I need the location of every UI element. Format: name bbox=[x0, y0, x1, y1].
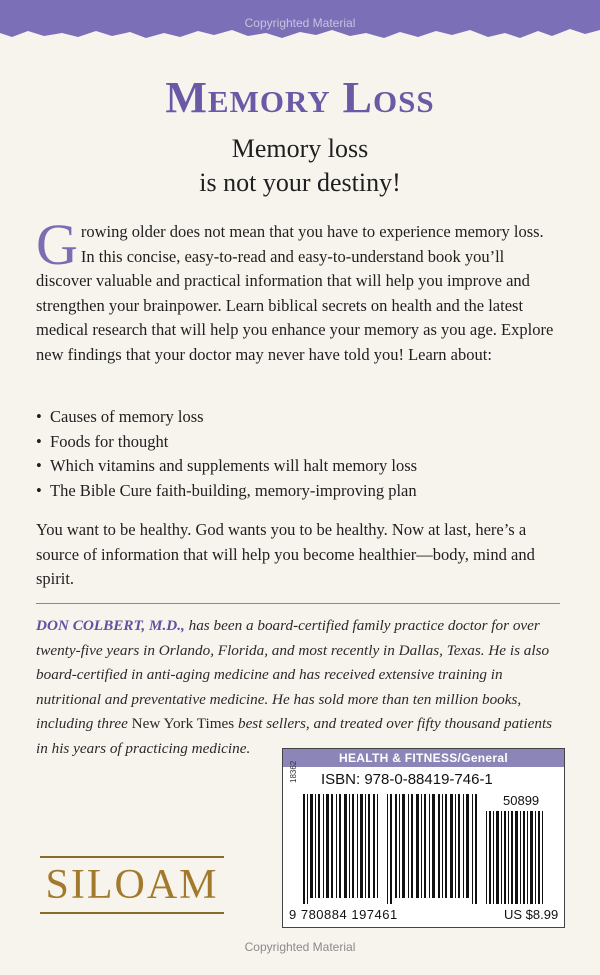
intro-paragraph bbox=[36, 212, 560, 367]
closing-paragraph: You want to be healthy. God wants you to be healthy. Now at last, here’s a source of information that will help you become healthier—body, mind and spirit. bbox=[36, 520, 535, 588]
publisher-logo bbox=[40, 856, 224, 914]
tagline bbox=[0, 132, 600, 200]
isbn-number: ISBN: 978-0-88419-746-1 bbox=[321, 771, 493, 788]
price-label: US $8.99 bbox=[504, 907, 559, 922]
list-item: • Which vitamins and supplements will halt memory loss bbox=[36, 454, 560, 479]
book-title: Memory Loss bbox=[165, 73, 435, 122]
publication-name: New York Times bbox=[131, 715, 235, 732]
tagline-line-1: Memory loss bbox=[231, 134, 369, 163]
publisher-logo-text: SILOAM bbox=[45, 862, 219, 908]
author-name: DON COLBERT, M.D., bbox=[36, 617, 185, 634]
bio-text-part-1: has been a board-certified family practice doctor for over twenty-five years in Orlando, Florida, and most recently in Dallas, Texas. He is also board-certified in anti-aging medicine and has received extensive training in nutritional and preventative medicine. He has sold more than ten million books, including three bbox=[36, 617, 550, 732]
logo-rule-bottom bbox=[40, 912, 224, 914]
isbn-barcode-panel bbox=[282, 748, 565, 928]
list-item: • The Bible Cure faith-building, memory-improving plan bbox=[36, 479, 560, 504]
drop-cap: G bbox=[36, 212, 78, 277]
logo-rule-top bbox=[40, 856, 224, 858]
section-divider bbox=[36, 603, 560, 604]
tagline-line-2: is not your destiny! bbox=[199, 168, 401, 197]
list-item: • Causes of memory loss bbox=[36, 405, 560, 430]
side-code: 18362 bbox=[289, 760, 298, 783]
barcode-digits: 9 780884 197461 bbox=[289, 907, 398, 922]
addon-barcode-bars bbox=[485, 811, 545, 904]
intro-text: rowing older does not mean that you have to experience memory loss. In this concise, easy-to-read and easy-to-understand book you’ll discover valuable and practical information that will help you improve and strengthen your brainpower. Learn biblical secrets on health and the latest medical research that will help you enhance your memory as you age. Explore new findings that your doctor may never have told you! Learn about: bbox=[36, 222, 554, 364]
price-code: 50899 bbox=[503, 793, 540, 808]
list-item: • Foods for thought bbox=[36, 430, 560, 455]
author-bio bbox=[36, 614, 564, 761]
copyright-watermark-bottom: Copyrighted Material bbox=[244, 940, 356, 954]
copyright-watermark-top: Copyrighted Material bbox=[244, 16, 356, 30]
category-label: HEALTH & FITNESS/General bbox=[283, 749, 564, 767]
bio-text-part-2: best sellers, and treated over fifty thousand patients in his years of practicing medicine. bbox=[36, 715, 553, 757]
topics-list bbox=[36, 405, 560, 503]
barcode-bars bbox=[301, 794, 481, 904]
